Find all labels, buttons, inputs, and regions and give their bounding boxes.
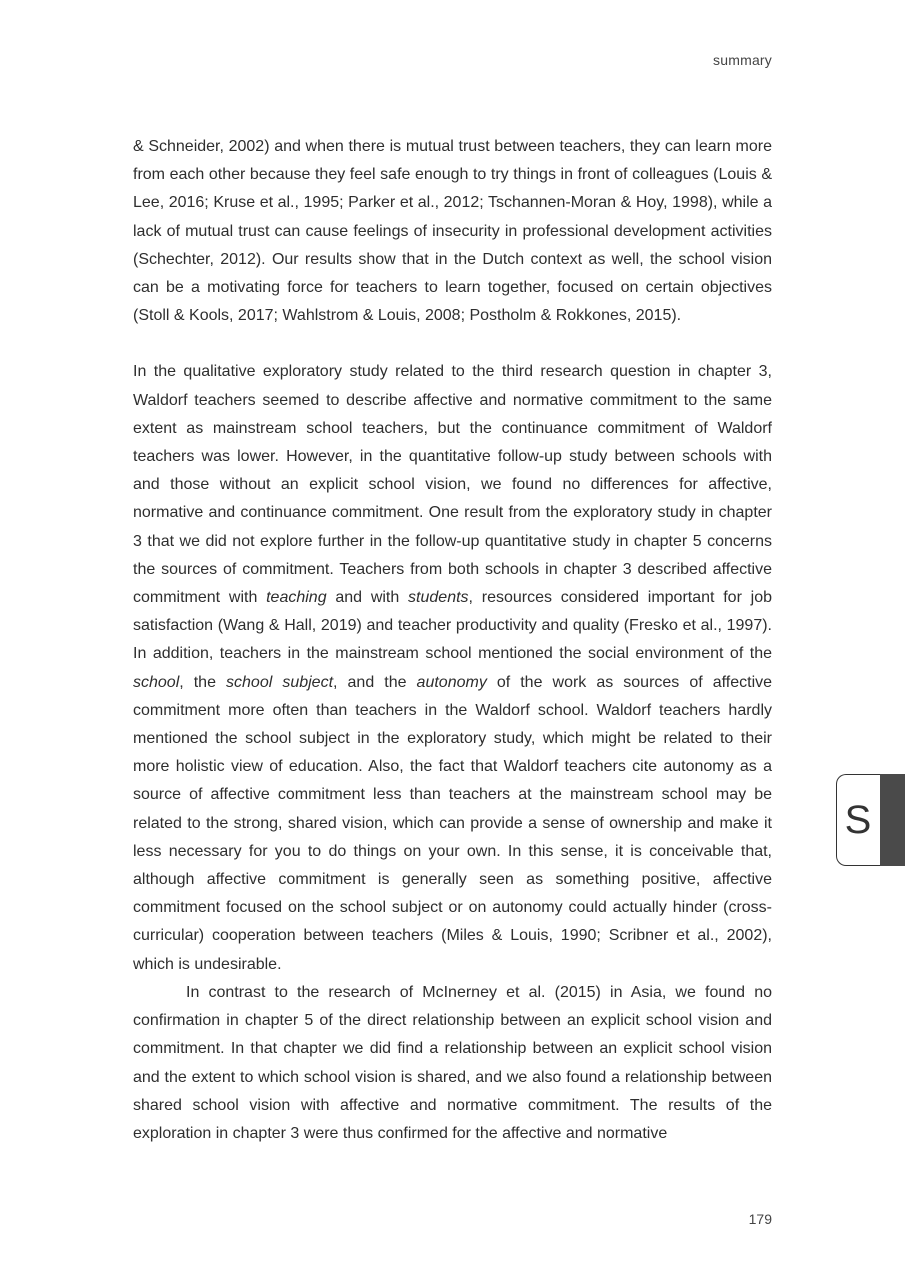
emphasis-school: school — [133, 673, 180, 691]
section-tab — [836, 774, 905, 866]
paragraph-2 — [133, 358, 772, 978]
paragraph-2-text: and with — [326, 589, 409, 607]
section-tab-letter: S — [844, 798, 872, 842]
section-tab-bar — [880, 774, 905, 866]
paragraph-2-text: , the — [179, 673, 227, 691]
paragraph-2-text: of the work as sources of affective commitment more often than teachers in the Waldorf school. Waldorf teachers hardly mentioned the school subject in the exploratory study, which might be related to their more holistic view of education. Also, the fact that Waldorf teachers cite autonomy as a source of affective commitment less than teachers at the mainstream school may be related to the strong, shared vision, which can provide a sense of ownership and make it less necessary for you to do things on your own. In this sense, it is conceivable that, although affective commitment is generally seen as something positive, affective commitment focused on the school subject or on autonomy could actually hinder (cross-curricular) cooperation between teachers (Miles & Louis, 1990; Scribner et al., 2002), which is undesirable. — [133, 673, 773, 973]
emphasis-autonomy: autonomy — [416, 673, 487, 691]
page-number: 179 — [748, 1211, 772, 1227]
paragraph-3: In contrast to the research of McInerney et al. (2015) in Asia, we found no confirmation in chapter 5 of the direct relationship between an explicit school vision and commitment. In that chapter we did find a relationship between an explicit school vision and the extent to which school vision is shared, and we also found a relationship between shared school vision with affective and normative commitment. The results of the exploration in chapter 3 were thus confirmed for the affective and normative — [133, 983, 772, 1142]
paragraph-2-text: , resources considered important for job satisfaction (Wang & Hall, 2019) and teacher productivity and quality (Fresko et al., 1997). In addition, teachers in the mainstream school mentioned the social environment of the — [133, 589, 773, 663]
paragraph-1: & Schneider, 2002) and when there is mutual trust between teachers, they can learn more from each other because they feel safe enough to try things in front of colleagues (Louis & Lee, 2016; Kruse et al., 1995; Parker et al., 2012; Tschannen-Moran & Hoy, 1998), while a lack of mutual trust can cause feelings of insecurity in professional development activities (Schechter, 2012). Our results show that in the Dutch context as well, the school vision can be a motivating force for teachers to learn together, focused on certain objectives (Stoll & Kools, 2017; Wahlstrom & Louis, 2008; Postholm & Rokkones, 2015). — [133, 138, 772, 325]
emphasis-teaching: teaching — [266, 589, 327, 607]
emphasis-students: students — [408, 589, 469, 607]
paragraph-2-text: , and the — [333, 673, 417, 691]
running-head: summary — [713, 52, 772, 68]
body-text — [133, 133, 772, 1148]
paragraph-2-text: In the qualitative exploratory study related to the third research question in chapter 3, Waldorf teachers seemed to describe affective and normative commitment to the same extent as mainstream school teachers, but the continuance commitment of Waldorf teachers was lower. However, in the quantitative follow-up study between schools with and those without an explicit school vision, we found no differences for affective, normative and continuance commitment. One result from the exploratory study in chapter 3 that we did not explore further in the follow-up quantitative study in chapter 5 concerns the sources of commitment. Teachers from both schools in chapter 3 described affective commitment with — [133, 363, 772, 607]
emphasis-school-subject: school subject — [226, 673, 334, 691]
